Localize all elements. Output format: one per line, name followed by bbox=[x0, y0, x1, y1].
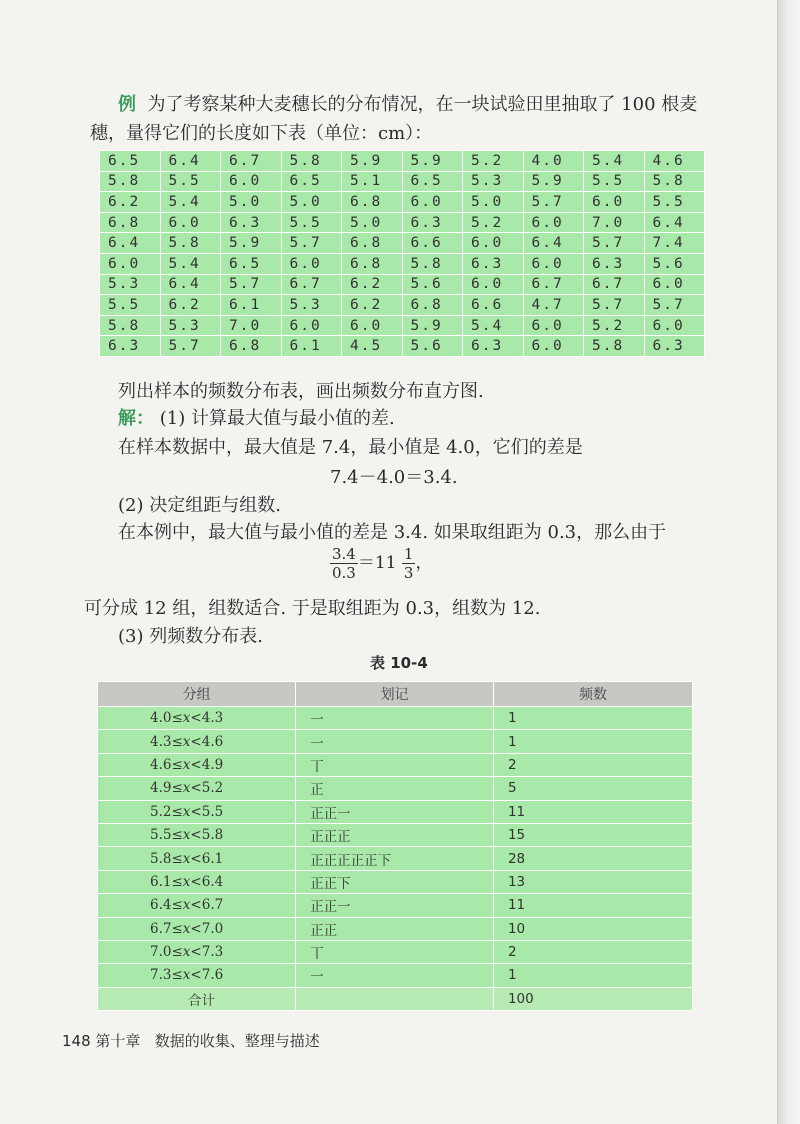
grid-cell: 5.4 bbox=[160, 253, 221, 274]
tally-marks: 一 bbox=[296, 707, 494, 730]
group-range: 6.4≤x<6.7 bbox=[98, 894, 296, 917]
grid-cell: 6.3 bbox=[584, 253, 645, 274]
grid-cell: 5.3 bbox=[463, 171, 524, 192]
group-range: 4.3≤x<4.6 bbox=[98, 730, 296, 753]
group-range: 4.6≤x<4.9 bbox=[98, 753, 296, 776]
tally-marks: 丅 bbox=[296, 753, 494, 776]
table-row bbox=[98, 730, 693, 753]
frequency-count: 1 bbox=[493, 730, 692, 753]
tally-marks: 一 bbox=[296, 964, 494, 987]
grid-cell: 5.8 bbox=[644, 171, 705, 192]
grid-cell: 6.6 bbox=[402, 233, 463, 254]
grid-cell: 5.0 bbox=[281, 192, 342, 213]
step-2-text: 在本例中，最大值与最小值的差是 3.4. 如果取组距为 0.3，那么由于 bbox=[118, 522, 667, 543]
grid-cell: 4.0 bbox=[523, 151, 584, 172]
frequency-count: 10 bbox=[493, 917, 692, 940]
grid-cell: 6.4 bbox=[523, 233, 584, 254]
grid-row bbox=[100, 315, 705, 336]
example-text-1: 为了考察某种大麦穗长的分布情况，在一块试验田里抽取了 100 根麦 bbox=[147, 94, 698, 115]
grid-cell: 5.5 bbox=[281, 212, 342, 233]
group-range: 6.1≤x<6.4 bbox=[98, 870, 296, 893]
step-1-title: (1) 计算最大值与最小值的差. bbox=[159, 408, 395, 429]
frequency-table-header bbox=[98, 682, 693, 707]
grid-cell: 5.2 bbox=[584, 315, 645, 336]
grid-cell: 5.3 bbox=[160, 315, 221, 336]
frequency-count: 28 bbox=[493, 847, 692, 870]
example-line-2: 穗，量得它们的长度如下表（单位：cm）： bbox=[90, 123, 433, 144]
grid-cell: 4.5 bbox=[342, 336, 403, 357]
step-3-title: (3) 列频数分布表. bbox=[118, 626, 263, 647]
table-row bbox=[98, 894, 693, 917]
grid-cell: 6.4 bbox=[160, 151, 221, 172]
grid-cell: 6.0 bbox=[463, 233, 524, 254]
grid-cell: 6.8 bbox=[342, 233, 403, 254]
grid-cell: 5.4 bbox=[584, 151, 645, 172]
frequency-count: 1 bbox=[493, 964, 692, 987]
grid-cell: 6.3 bbox=[221, 212, 282, 233]
grid-cell: 5.0 bbox=[342, 212, 403, 233]
fraction-3-4-over-0-3: $\frac{3.4}{0.3}$ bbox=[332, 545, 356, 582]
grid-row bbox=[100, 336, 705, 357]
grid-row bbox=[100, 274, 705, 295]
grid-cell: 5.5 bbox=[160, 171, 221, 192]
grid-row bbox=[100, 295, 705, 316]
group-range: 5.8≤x<6.1 bbox=[98, 847, 296, 870]
grid-cell: 5.7 bbox=[160, 336, 221, 357]
grid-cell: 5.5 bbox=[100, 295, 161, 316]
grid-cell: 5.4 bbox=[160, 192, 221, 213]
total-count: 100 bbox=[493, 987, 692, 1010]
example-line-1 bbox=[118, 93, 697, 117]
grid-cell: 5.7 bbox=[281, 233, 342, 254]
grid-cell: 5.9 bbox=[523, 171, 584, 192]
grid-row bbox=[100, 212, 705, 233]
task-text: 列出样本的频数分布表，画出频数分布直方图. bbox=[118, 381, 484, 402]
grid-cell: 5.7 bbox=[644, 295, 705, 316]
grid-cell: 5.5 bbox=[584, 171, 645, 192]
grid-cell: 5.2 bbox=[463, 212, 524, 233]
grid-cell: 6.0 bbox=[584, 192, 645, 213]
grid-cell: 5.8 bbox=[100, 315, 161, 336]
table-row bbox=[98, 940, 693, 963]
example-label: 例 bbox=[118, 94, 136, 115]
sample-data-table bbox=[99, 150, 705, 357]
grid-cell: 5.6 bbox=[644, 253, 705, 274]
grid-cell: 5.3 bbox=[100, 274, 161, 295]
grid-cell: 6.7 bbox=[281, 274, 342, 295]
total-row bbox=[98, 987, 693, 1010]
grid-cell: 4.6 bbox=[644, 151, 705, 172]
header-group: 分组 bbox=[98, 682, 296, 707]
grid-cell: 5.9 bbox=[342, 151, 403, 172]
grid-cell: 6.3 bbox=[463, 336, 524, 357]
grid-cell: 6.2 bbox=[160, 295, 221, 316]
grid-cell: 5.8 bbox=[100, 171, 161, 192]
grid-cell: 7.0 bbox=[221, 315, 282, 336]
grid-cell: 6.3 bbox=[463, 253, 524, 274]
fraction-formula: $\frac{3.4}{0.3}$ ＝11 $\frac{1}{3}$ ， bbox=[332, 545, 433, 582]
grid-cell: 5.6 bbox=[402, 336, 463, 357]
tally-marks: 正正正 bbox=[296, 823, 494, 846]
tally-marks: 正 bbox=[296, 777, 494, 800]
frequency-count: 1 bbox=[493, 707, 692, 730]
grid-cell: 6.4 bbox=[100, 233, 161, 254]
frequency-count: 15 bbox=[493, 823, 692, 846]
grid-cell: 6.0 bbox=[221, 171, 282, 192]
grid-cell: 6.8 bbox=[342, 192, 403, 213]
table-row bbox=[98, 707, 693, 730]
grid-cell: 5.9 bbox=[221, 233, 282, 254]
grid-cell: 6.0 bbox=[644, 315, 705, 336]
table-title: 表 10-4 bbox=[370, 654, 428, 672]
table-row bbox=[98, 917, 693, 940]
table-row bbox=[98, 870, 693, 893]
grid-cell: 4.7 bbox=[523, 295, 584, 316]
frequency-count: 5 bbox=[493, 777, 692, 800]
grid-cell: 6.8 bbox=[402, 295, 463, 316]
grid-cell: 6.3 bbox=[644, 336, 705, 357]
chapter-title: 数据的收集、整理与描述 bbox=[154, 1032, 320, 1050]
fraction-one-third: $\frac{1}{3}$ bbox=[403, 545, 414, 582]
grid-cell: 5.8 bbox=[402, 253, 463, 274]
grid-cell: 6.0 bbox=[160, 212, 221, 233]
header-count: 频数 bbox=[493, 682, 692, 707]
step-2-title: (2) 决定组距与组数. bbox=[118, 495, 281, 516]
grid-cell: 5.1 bbox=[342, 171, 403, 192]
grid-cell: 5.9 bbox=[402, 315, 463, 336]
tally-marks: 正正下 bbox=[296, 870, 494, 893]
table-row bbox=[98, 753, 693, 776]
grid-cell: 5.0 bbox=[221, 192, 282, 213]
grid-cell: 6.7 bbox=[523, 274, 584, 295]
grid-cell: 5.7 bbox=[523, 192, 584, 213]
grid-cell: 6.8 bbox=[221, 336, 282, 357]
grid-cell: 5.9 bbox=[402, 151, 463, 172]
total-label: 合计 bbox=[98, 987, 296, 1010]
tally-marks: 丅 bbox=[296, 940, 494, 963]
tally-marks: 正正一 bbox=[296, 894, 494, 917]
group-range: 4.0≤x<4.3 bbox=[98, 707, 296, 730]
grid-cell: 6.0 bbox=[100, 253, 161, 274]
grid-row bbox=[100, 233, 705, 254]
total-tally bbox=[296, 987, 494, 1010]
grid-cell: 7.4 bbox=[644, 233, 705, 254]
table-row bbox=[98, 823, 693, 846]
grid-row bbox=[100, 253, 705, 274]
grid-cell: 5.7 bbox=[584, 295, 645, 316]
grid-cell: 6.6 bbox=[463, 295, 524, 316]
grid-cell: 6.4 bbox=[644, 212, 705, 233]
tally-marks: 一 bbox=[296, 730, 494, 753]
tally-marks: 正正正正正下 bbox=[296, 847, 494, 870]
group-range: 5.5≤x<5.8 bbox=[98, 823, 296, 846]
grid-cell: 6.7 bbox=[221, 151, 282, 172]
grid-cell: 6.1 bbox=[281, 336, 342, 357]
grid-cell: 6.5 bbox=[100, 151, 161, 172]
group-range: 4.9≤x<5.2 bbox=[98, 777, 296, 800]
table-row bbox=[98, 777, 693, 800]
grid-cell: 5.8 bbox=[281, 151, 342, 172]
grid-cell: 5.8 bbox=[584, 336, 645, 357]
tally-marks: 正正 bbox=[296, 917, 494, 940]
grid-cell: 6.0 bbox=[523, 315, 584, 336]
frequency-count: 11 bbox=[493, 800, 692, 823]
grid-cell: 6.0 bbox=[281, 315, 342, 336]
grid-row bbox=[100, 171, 705, 192]
grid-cell: 6.0 bbox=[463, 274, 524, 295]
grid-cell: 5.8 bbox=[160, 233, 221, 254]
frequency-count: 13 bbox=[493, 870, 692, 893]
grid-cell: 5.4 bbox=[463, 315, 524, 336]
grid-cell: 6.5 bbox=[221, 253, 282, 274]
grid-row bbox=[100, 151, 705, 172]
table-row bbox=[98, 964, 693, 987]
grid-cell: 6.2 bbox=[100, 192, 161, 213]
group-range: 5.2≤x<5.5 bbox=[98, 800, 296, 823]
grid-cell: 5.5 bbox=[644, 192, 705, 213]
frequency-count: 2 bbox=[493, 753, 692, 776]
header-tally: 划记 bbox=[296, 682, 494, 707]
grid-cell: 6.7 bbox=[584, 274, 645, 295]
grid-row bbox=[100, 192, 705, 213]
grid-cell: 5.0 bbox=[463, 192, 524, 213]
grid-cell: 6.4 bbox=[160, 274, 221, 295]
chapter-label: 第十章 bbox=[95, 1032, 141, 1050]
step-1-formula: 7.4－4.0＝3.4. bbox=[330, 467, 458, 488]
grid-cell: 6.0 bbox=[523, 253, 584, 274]
grid-cell: 6.3 bbox=[402, 212, 463, 233]
group-range: 7.0≤x<7.3 bbox=[98, 940, 296, 963]
grid-cell: 5.7 bbox=[221, 274, 282, 295]
grid-cell: 5.7 bbox=[584, 233, 645, 254]
group-range: 7.3≤x<7.6 bbox=[98, 964, 296, 987]
page-footer bbox=[62, 1030, 320, 1051]
solution-label: 解： bbox=[118, 408, 154, 429]
table-row bbox=[98, 800, 693, 823]
frequency-count: 2 bbox=[493, 940, 692, 963]
page-edge bbox=[777, 0, 800, 1124]
grid-cell: 6.0 bbox=[644, 274, 705, 295]
group-range: 6.7≤x<7.0 bbox=[98, 917, 296, 940]
formula-equals-11: ＝11 bbox=[357, 553, 397, 573]
grid-cell: 6.0 bbox=[402, 192, 463, 213]
grid-cell: 6.0 bbox=[523, 212, 584, 233]
grid-cell: 6.8 bbox=[342, 253, 403, 274]
table-row bbox=[98, 847, 693, 870]
frequency-table bbox=[97, 681, 693, 1011]
step-1-text: 在样本数据中，最大值是 7.4，最小值是 4.0，它们的差是 bbox=[118, 437, 583, 458]
grid-cell: 6.2 bbox=[342, 274, 403, 295]
grid-cell: 6.3 bbox=[100, 336, 161, 357]
grid-cell: 5.2 bbox=[463, 151, 524, 172]
frequency-count: 11 bbox=[493, 894, 692, 917]
grid-cell: 6.2 bbox=[342, 295, 403, 316]
grid-cell: 5.6 bbox=[402, 274, 463, 295]
grid-cell: 6.8 bbox=[100, 212, 161, 233]
grid-cell: 6.0 bbox=[523, 336, 584, 357]
grid-cell: 5.3 bbox=[281, 295, 342, 316]
grid-cell: 6.0 bbox=[342, 315, 403, 336]
grid-cell: 7.0 bbox=[584, 212, 645, 233]
page-number: 148 bbox=[62, 1032, 91, 1050]
grid-cell: 6.1 bbox=[221, 295, 282, 316]
grid-cell: 6.5 bbox=[402, 171, 463, 192]
grid-cell: 6.5 bbox=[281, 171, 342, 192]
tally-marks: 正正一 bbox=[296, 800, 494, 823]
grid-cell: 6.0 bbox=[281, 253, 342, 274]
step-2-conclusion: 可分成 12 组，组数适合. 于是取组距为 0.3，组数为 12. bbox=[84, 598, 541, 619]
solution-step-1 bbox=[118, 407, 395, 431]
